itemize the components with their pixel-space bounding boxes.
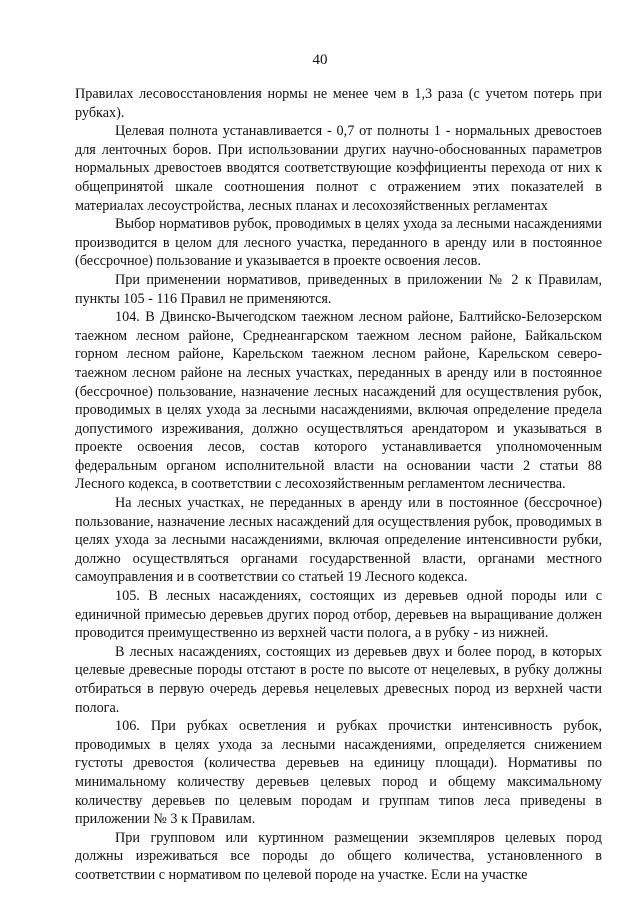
paragraph-item-104: 104. В Двинско-Вычегодском таежном лесном районе, Балтийско-Белозерском таежном лесном районе, Среднеангарском таежном лесном районе, Байкальском горном лесном районе, Карельском таежном лесном районе, Карельском северо-таежном лесном районе на лесных участках, переданных в аренду или в постоянное (бессрочное) пользование, назначение лесных насаждений для осуществления рубок, проводимых в целях ухода за лесными насаждениями, включая определение предела допустимого изреживания, должно осуществляться арендатором и указываться в проекте освоения лесов, состав которого устанавливается уполномоченным федеральным органом исполнительной власти на основании части 2 статьи 88 Лесного кодекса, в соответствии с лесохозяйственным регламентом лесничества. [75, 309, 602, 493]
paragraph-appendix-2: При применении нормативов, приведенных в приложении № 2 к Правилам, пункты 105 - 116 Правил не применяются. [75, 271, 602, 307]
paragraph-continuation: Правилах лесовосстановления нормы не менее чем в 1,3 раза (с учетом потерь при рубках). [75, 86, 602, 121]
paragraph-item-106: 106. При рубках осветления и рубках прочистки интенсивность рубок, проводимых в целях ухода за лесными насаждениями, определяется снижением густоты древостоя (количества деревьев на единицу площади). Нормативы по минимальному количеству деревьев целевых пород и общему максимальному количеству деревьев по целевым породам и группам типов леса приведены в приложении № 3 к Правилам. [75, 718, 602, 828]
paragraph-item-105: 105. В лесных насаждениях, состоящих из деревьев одной породы или с единичной примесью деревьев других пород отбор, деревьев на выращивание должен проводится преимущественно из верхней части полога, а в рубку - из нижней. [75, 588, 602, 642]
paragraph-mixed-stands: В лесных насаждениях, состоящих из деревьев двух и более пород, в которых целевые древесные породы отстают в росте по высоте от нецелевых, в рубку должны отбираться в первую очередь деревья нецелевых древесных пород из верхней части полога. [75, 643, 602, 716]
document-body [75, 85, 602, 885]
page-number: 40 [312, 52, 328, 68]
paragraph-group-placement: При групповом или куртинном размещении экземпляров целевых пород должны изреживаться все породы до общего количества, установленного в соответствии с нормативом по целевой породе на участке. Если на участке [75, 829, 602, 883]
paragraph-target-density: Целевая полнота устанавливается - 0,7 от полноты 1 - нормальных древостоев для ленточных боров. При использовании других научно-обоснованных параметров нормальных древостоев вводятся соответствующие коэффициенты перехода от них к общепринятой шкале соотношения полнот с отражением этих показателей в материалах лесоустройства, лесных планах и лесохозяйственных регламентах [75, 123, 602, 214]
paragraph-norm-selection: Выбор нормативов рубок, проводимых в целях ухода за лесными насаждениями производится в целом для лесного участка, переданного в аренду или в постоянное (бессрочное) пользование и указывается в проекте освоения лесов. [75, 216, 602, 270]
paragraph-unleased-plots: На лесных участках, не переданных в аренду или в постоянное (бессрочное) пользование, назначение лесных насаждений для осуществления рубок, проводимых в целях ухода за лесными насаждениями, включая определение интенсивности рубки, должно осуществляться органами государственной власти, органами местного самоуправления и в соответствии со статьей 19 Лесного кодекса. [75, 495, 602, 586]
